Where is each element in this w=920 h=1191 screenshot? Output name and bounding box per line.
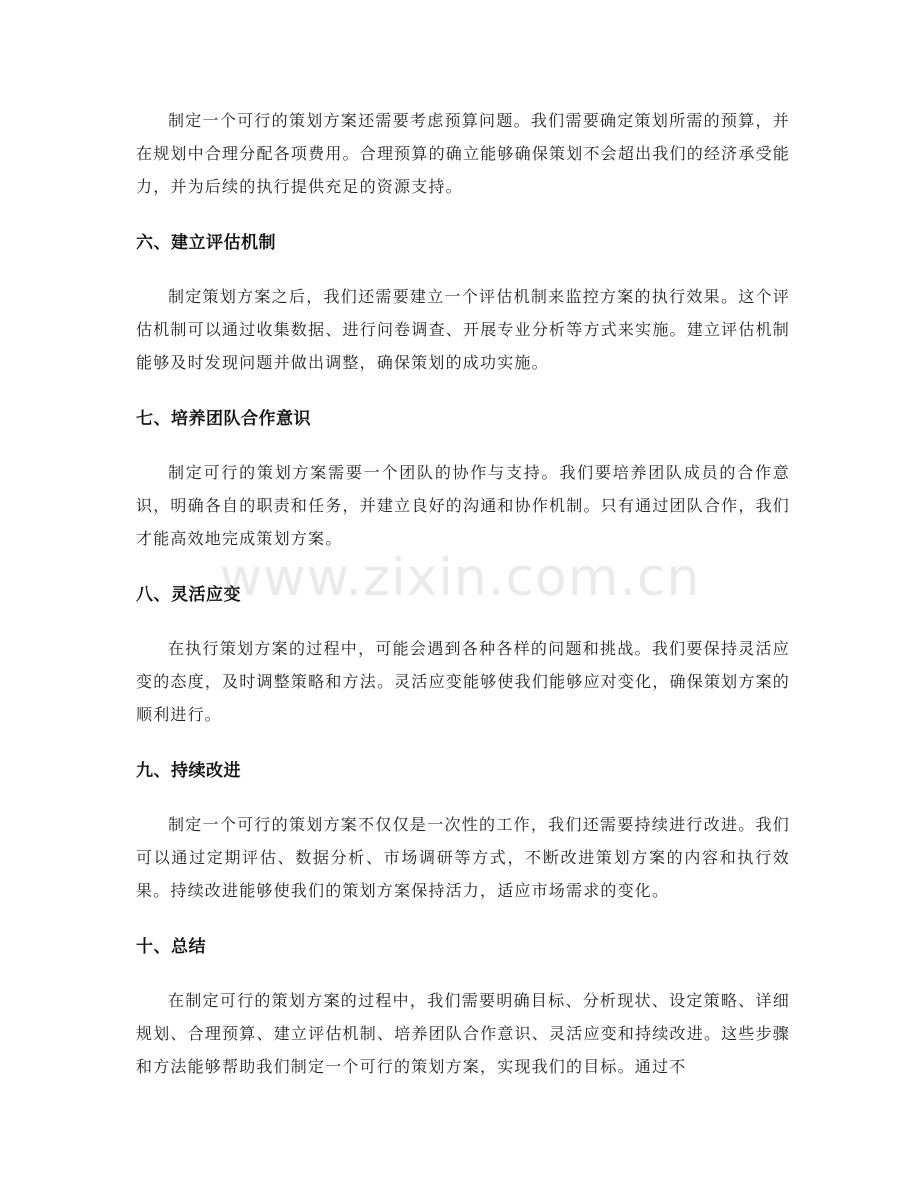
watermark: www.zixin.com.cn [219, 548, 701, 608]
section-heading-7: 七、培养团队合作意识 [136, 409, 311, 429]
section-heading-10: 十、总结 [136, 937, 206, 957]
section-heading-9: 九、持续改进 [136, 761, 241, 781]
section-paragraph-8: 在执行策划方案的过程中，可能会遇到各种各样的问题和挑战。我们要保持灵活应变的态度，及时调整策略和方法。灵活应变能够使我们能够应对变化，确保策划方案的顺利进行。 [136, 639, 790, 724]
section-paragraph-6: 制定策划方案之后，我们还需要建立一个评估机制来监控方案的执行效果。这个评估机制可以通过收集数据、进行问卷调查、开展专业分析等方式来实施。建立评估机制能够及时发现问题并做出调整，确保策划的成功实施。 [136, 287, 790, 372]
section-paragraph-9: 制定一个可行的策划方案不仅仅是一次性的工作，我们还需要持续进行改进。我们可以通过定期评估、数据分析、市场调研等方式，不断改进策划方案的内容和执行效果。持续改进能够使我们的策划方案保持活力，适应市场需求的变化。 [136, 815, 790, 900]
section-heading-6: 六、建立评估机制 [136, 233, 276, 253]
section-paragraph-7: 制定可行的策划方案需要一个团队的协作与支持。我们要培养团队成员的合作意识，明确各自的职责和任务，并建立良好的沟通和协作机制。只有通过团队合作，我们才能高效地完成策划方案。 [136, 463, 790, 548]
section-paragraph-10: 在制定可行的策划方案的过程中，我们需要明确目标、分析现状、设定策略、详细规划、合理预算、建立评估机制、培养团队合作意识、灵活应变和持续改进。这些步骤和方法能够帮助我们制定一个可行的策划方案，实现我们的目标。通过不 [136, 991, 790, 1076]
document-body [136, 104, 790, 1083]
section-heading-8: 八、灵活应变 [136, 585, 241, 605]
intro-paragraph: 制定一个可行的策划方案还需要考虑预算问题。我们需要确定策划所需的预算，并在规划中合理分配各项费用。合理预算的确立能够确保策划不会超出我们的经济承受能力，并为后续的执行提供充足的资源支持。 [136, 111, 790, 196]
